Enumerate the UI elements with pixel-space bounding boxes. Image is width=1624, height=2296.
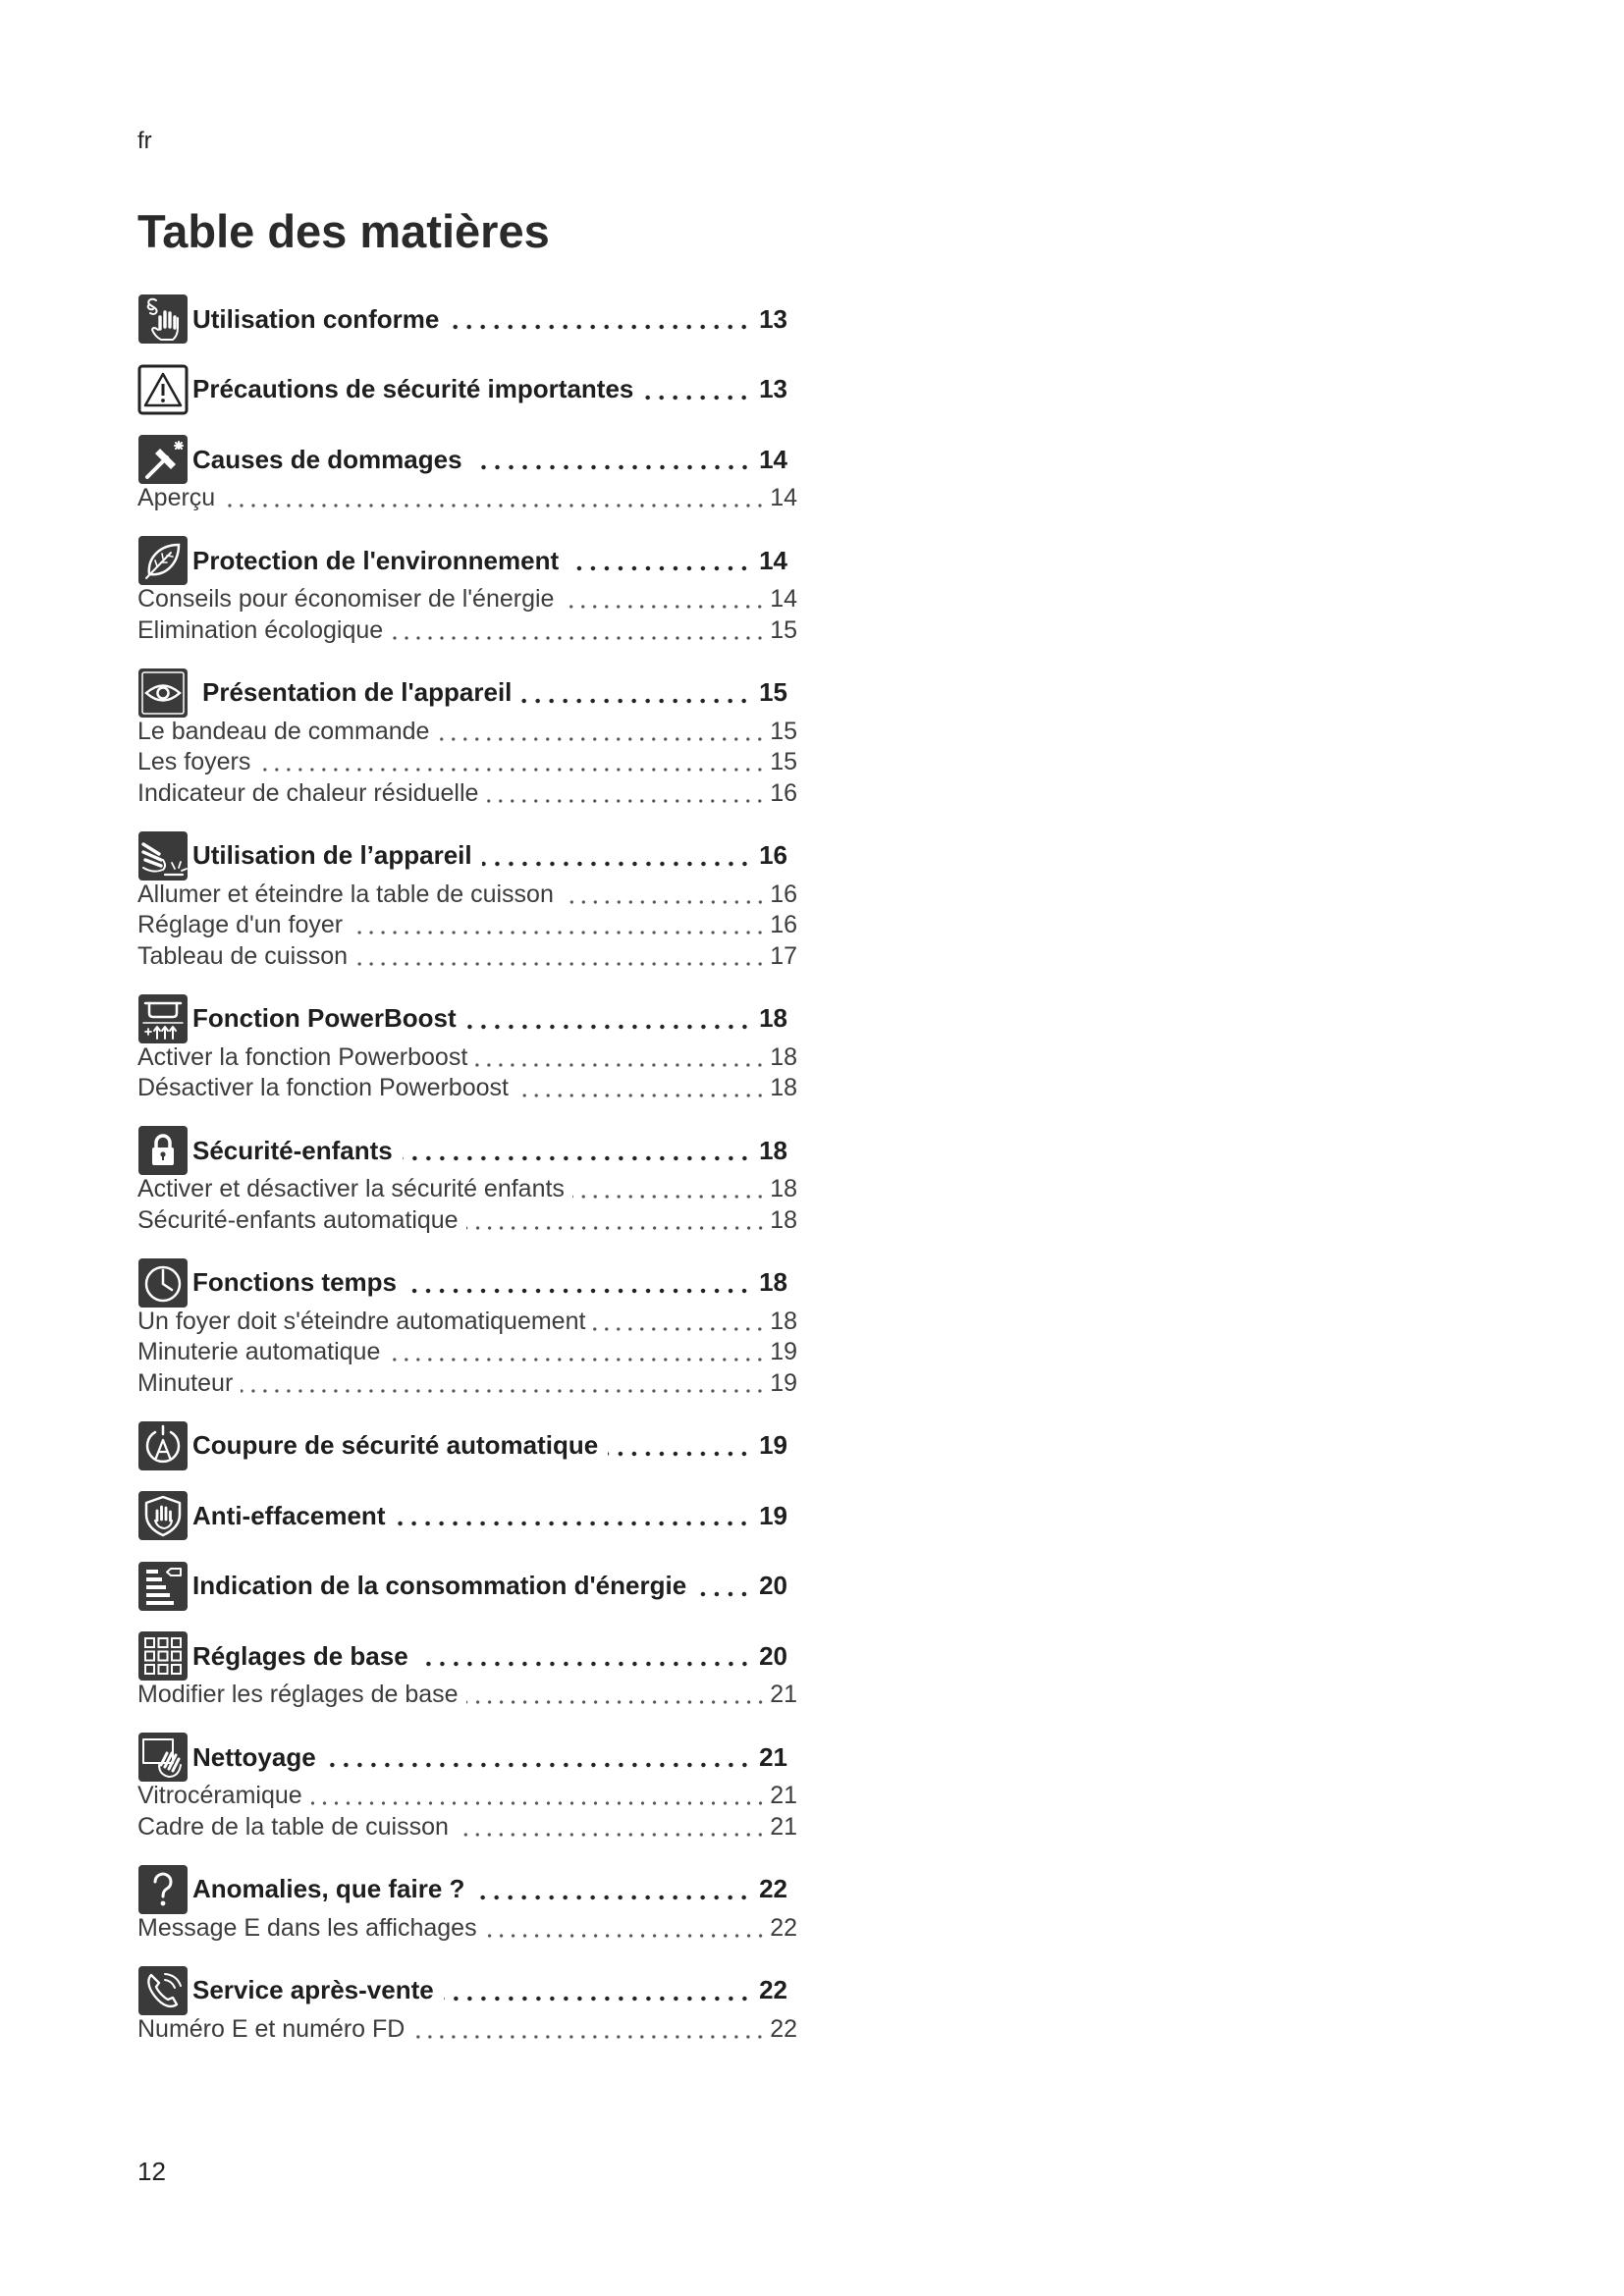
toc-entry-label: Précautions de sécurité importantes — [192, 374, 634, 403]
toc-entry-label: Présentation de l'appareil — [202, 677, 513, 707]
toc-entry-label: Fonctions temps — [192, 1267, 398, 1297]
dot-leader — [486, 778, 766, 810]
page-title: Table des matières — [137, 205, 550, 257]
toc-subentry-page: 18 — [770, 1074, 797, 1102]
wipe-protection-icon — [137, 1490, 189, 1541]
dot-leader — [474, 1866, 751, 1913]
dot-leader — [412, 2014, 766, 2046]
toc-entry-label: Utilisation conforme — [192, 303, 440, 334]
toc-entry — [137, 995, 797, 1042]
toc-subentry-page: 22 — [770, 2014, 797, 2043]
toc-subentry-page: 18 — [770, 1042, 797, 1071]
toc-subentry — [137, 1812, 797, 1843]
toc-subentry-page: 15 — [770, 717, 797, 745]
toc-entry-page: 18 — [759, 1135, 787, 1165]
toc-section — [137, 295, 797, 343]
toc-subentry-page: 19 — [770, 1338, 797, 1366]
toc-section — [137, 1422, 797, 1469]
dot-leader — [516, 1073, 766, 1104]
toc-section — [137, 366, 797, 413]
toc-entry-page: 18 — [759, 1267, 787, 1297]
toc-entry — [137, 1492, 797, 1539]
dot-leader — [241, 1368, 766, 1400]
toc-entry — [137, 832, 797, 880]
warning-icon — [137, 364, 189, 415]
dot-leader — [572, 1174, 766, 1205]
toc-section — [137, 1127, 797, 1236]
toc-subentry — [137, 1913, 797, 1945]
dot-leader — [568, 537, 751, 584]
dot-leader — [437, 717, 766, 748]
toc-entry-page: 22 — [759, 1975, 787, 2004]
toc-entry-page: 18 — [759, 1003, 787, 1033]
toc-subentry — [137, 1680, 797, 1711]
toc-subentry — [137, 910, 797, 941]
toc-entry-page: 15 — [759, 677, 787, 707]
question-icon — [137, 1864, 189, 1915]
toc-entry-label: Fonction PowerBoost — [192, 1003, 457, 1033]
toc-entry-page: 13 — [759, 374, 787, 403]
toc-entry-label: Protection de l'environnement — [192, 545, 560, 575]
dot-leader — [223, 483, 766, 514]
toc-entry — [137, 1259, 797, 1307]
dot-leader — [449, 295, 751, 343]
toc-entry-label: Service après-vente — [192, 1975, 434, 2004]
phone-icon — [137, 1965, 189, 2016]
toc-entry — [137, 669, 797, 717]
toc-subentry-page: 15 — [770, 748, 797, 776]
toc-subentry-label: Allumer et éteindre la table de cuisson — [137, 880, 554, 908]
dot-leader — [326, 1734, 751, 1781]
toc-entry — [137, 366, 797, 413]
toc-subentry-page: 17 — [770, 941, 797, 970]
toc-subentry — [137, 880, 797, 911]
toc-subentry-page: 18 — [770, 1307, 797, 1335]
toc-section — [137, 1492, 797, 1539]
toc-subentry-page: 14 — [770, 585, 797, 614]
toc-subentry — [137, 1174, 797, 1205]
toc-subentry — [137, 1205, 797, 1237]
toc-section — [137, 995, 797, 1104]
toc-entry — [137, 1127, 797, 1174]
toc-subentry-page: 16 — [770, 911, 797, 939]
toc-subentry — [137, 1368, 797, 1400]
dot-leader — [466, 1680, 767, 1711]
toc-subentry-page: 21 — [770, 1782, 797, 1810]
toc-entry-page: 20 — [759, 1640, 787, 1671]
toc-entry-label: Nettoyage — [192, 1741, 316, 1772]
toc-subentry-label: Vitrocéramique — [137, 1782, 302, 1810]
toc-section — [137, 537, 797, 646]
toc-entry — [137, 1734, 797, 1781]
dot-leader — [608, 1422, 751, 1469]
dot-leader — [406, 1259, 751, 1307]
toc-subentry-label: Minuteur — [137, 1368, 234, 1397]
dot-leader — [310, 1781, 767, 1812]
toc-subentry — [137, 747, 797, 778]
dot-leader — [403, 1127, 751, 1174]
toc-subentry-label: Minuterie automatique — [137, 1338, 381, 1366]
eye-icon — [137, 667, 189, 719]
toc-subentry — [137, 1073, 797, 1104]
toc-subentry-label: Tableau de cuisson — [137, 941, 349, 970]
toc-subentry-label: Elimination écologique — [137, 615, 384, 644]
toc-entry-page: 22 — [759, 1874, 787, 1903]
toc-subentry-label: Activer la fonction Powerboost — [137, 1042, 468, 1071]
powerboost-icon — [137, 993, 189, 1044]
toc-entry-page: 19 — [759, 1500, 787, 1530]
toc-subentry — [137, 584, 797, 615]
lock-icon — [137, 1125, 189, 1176]
dot-leader — [351, 910, 766, 941]
dot-leader — [696, 1563, 751, 1610]
cleaning-icon — [137, 1732, 189, 1783]
toc-subentry — [137, 717, 797, 748]
toc-section — [137, 1259, 797, 1400]
toc-entry-page: 20 — [759, 1571, 787, 1600]
toc-section — [137, 1866, 797, 1945]
toc-entry — [137, 1422, 797, 1469]
toc-entry — [137, 295, 797, 343]
dot-leader — [593, 1307, 766, 1338]
toc-subentry-label: Conseils pour économiser de l'énergie — [137, 585, 555, 614]
toc-entry-label: Anti-effacement — [192, 1500, 386, 1530]
toc-subentry-label: Message E dans les affichages — [137, 1913, 477, 1942]
toc-entry-label: Coupure de sécurité automatique — [192, 1430, 599, 1460]
language-code: fr — [137, 128, 152, 154]
toc-subentry — [137, 1337, 797, 1368]
dot-leader — [562, 584, 766, 615]
toc-subentry-label: Sécurité-enfants automatique — [137, 1205, 459, 1234]
auto-off-icon — [137, 1420, 189, 1471]
toc-section — [137, 1734, 797, 1842]
toc-subentry — [137, 941, 797, 973]
toc-entry-label: Sécurité-enfants — [192, 1135, 393, 1165]
toc-subentry-page: 16 — [770, 778, 797, 807]
toc-entry-page: 14 — [759, 444, 787, 474]
section-hand-icon — [137, 294, 189, 345]
dot-leader — [482, 832, 751, 880]
toc-entry-page: 19 — [759, 1430, 787, 1460]
hand-operation-icon — [137, 830, 189, 881]
dot-leader — [418, 1632, 751, 1680]
toc-subentry-label: Activer et désactiver la sécurité enfants — [137, 1175, 565, 1203]
toc-subentry-page: 18 — [770, 1175, 797, 1203]
dot-leader — [444, 1967, 751, 2014]
toc-section — [137, 832, 797, 973]
toc-subentry-page: 14 — [770, 484, 797, 512]
dot-leader — [355, 941, 766, 973]
toc-subentry-label: Numéro E et numéro FD — [137, 2014, 406, 2043]
toc-section — [137, 1563, 797, 1610]
toc-entry-label: Causes de dommages — [192, 444, 462, 474]
toc-subentry — [137, 483, 797, 514]
toc-entry-page: 21 — [759, 1741, 787, 1772]
toc-entry — [137, 1563, 797, 1610]
toc-entry-page: 13 — [759, 303, 787, 334]
dot-leader — [466, 995, 751, 1042]
table-of-contents — [137, 295, 797, 2068]
hammer-damage-icon — [137, 434, 189, 485]
toc-entry — [137, 1632, 797, 1680]
toc-entry — [137, 1967, 797, 2014]
toc-subentry-page: 18 — [770, 1205, 797, 1234]
toc-subentry-page: 19 — [770, 1368, 797, 1397]
clock-icon — [137, 1257, 189, 1308]
toc-subentry-label: Un foyer doit s'éteindre automatiquement — [137, 1307, 586, 1335]
toc-subentry-label: Indicateur de chaleur résiduelle — [137, 778, 479, 807]
toc-subentry — [137, 1042, 797, 1074]
toc-entry-label: Utilisation de l’appareil — [192, 840, 472, 870]
dot-leader — [485, 1913, 767, 1945]
dot-leader — [388, 1337, 766, 1368]
toc-subentry-page: 21 — [770, 1812, 797, 1841]
toc-subentry-label: Cadre de la table de cuisson — [137, 1812, 449, 1841]
dot-leader — [395, 1492, 751, 1539]
grid-settings-icon — [137, 1630, 189, 1682]
energy-display-icon — [137, 1561, 189, 1612]
toc-subentry-label: Modifier les réglages de base — [137, 1681, 459, 1709]
dot-leader — [643, 366, 751, 413]
page-number: 12 — [137, 2157, 166, 2186]
dot-leader — [562, 880, 766, 911]
toc-subentry-label: Réglage d'un foyer — [137, 911, 344, 939]
dot-leader — [457, 1812, 766, 1843]
toc-subentry-label: Le bandeau de commande — [137, 717, 430, 745]
dot-leader — [466, 1205, 767, 1237]
toc-subentry-label: Désactiver la fonction Powerboost — [137, 1074, 509, 1102]
leaf-icon — [137, 535, 189, 586]
dot-leader — [521, 669, 751, 717]
toc-entry-label: Anomalies, que faire ? — [192, 1874, 465, 1903]
toc-subentry-label: Les foyers — [137, 748, 251, 776]
dot-leader — [391, 615, 766, 647]
toc-entry-label: Réglages de base — [192, 1640, 408, 1671]
dot-leader — [472, 436, 752, 483]
toc-entry-page: 16 — [759, 840, 787, 870]
toc-entry-label: Indication de la consommation d'énergie — [192, 1571, 687, 1600]
toc-entry-page: 14 — [759, 545, 787, 575]
toc-entry — [137, 537, 797, 584]
toc-subentry-page: 22 — [770, 1913, 797, 1942]
toc-subentry — [137, 2014, 797, 2046]
toc-section — [137, 1632, 797, 1711]
toc-subentry-label: Aperçu — [137, 484, 216, 512]
toc-subentry — [137, 1307, 797, 1338]
toc-section — [137, 669, 797, 810]
toc-subentry-page: 16 — [770, 880, 797, 908]
toc-entry — [137, 436, 797, 483]
toc-subentry — [137, 1781, 797, 1812]
dot-leader — [475, 1042, 766, 1074]
toc-subentry — [137, 615, 797, 647]
toc-entry — [137, 1866, 797, 1913]
toc-subentry-page: 21 — [770, 1681, 797, 1709]
toc-section — [137, 1967, 797, 2046]
toc-section — [137, 436, 797, 514]
toc-subentry — [137, 778, 797, 810]
toc-subentry-page: 15 — [770, 615, 797, 644]
dot-leader — [258, 747, 766, 778]
